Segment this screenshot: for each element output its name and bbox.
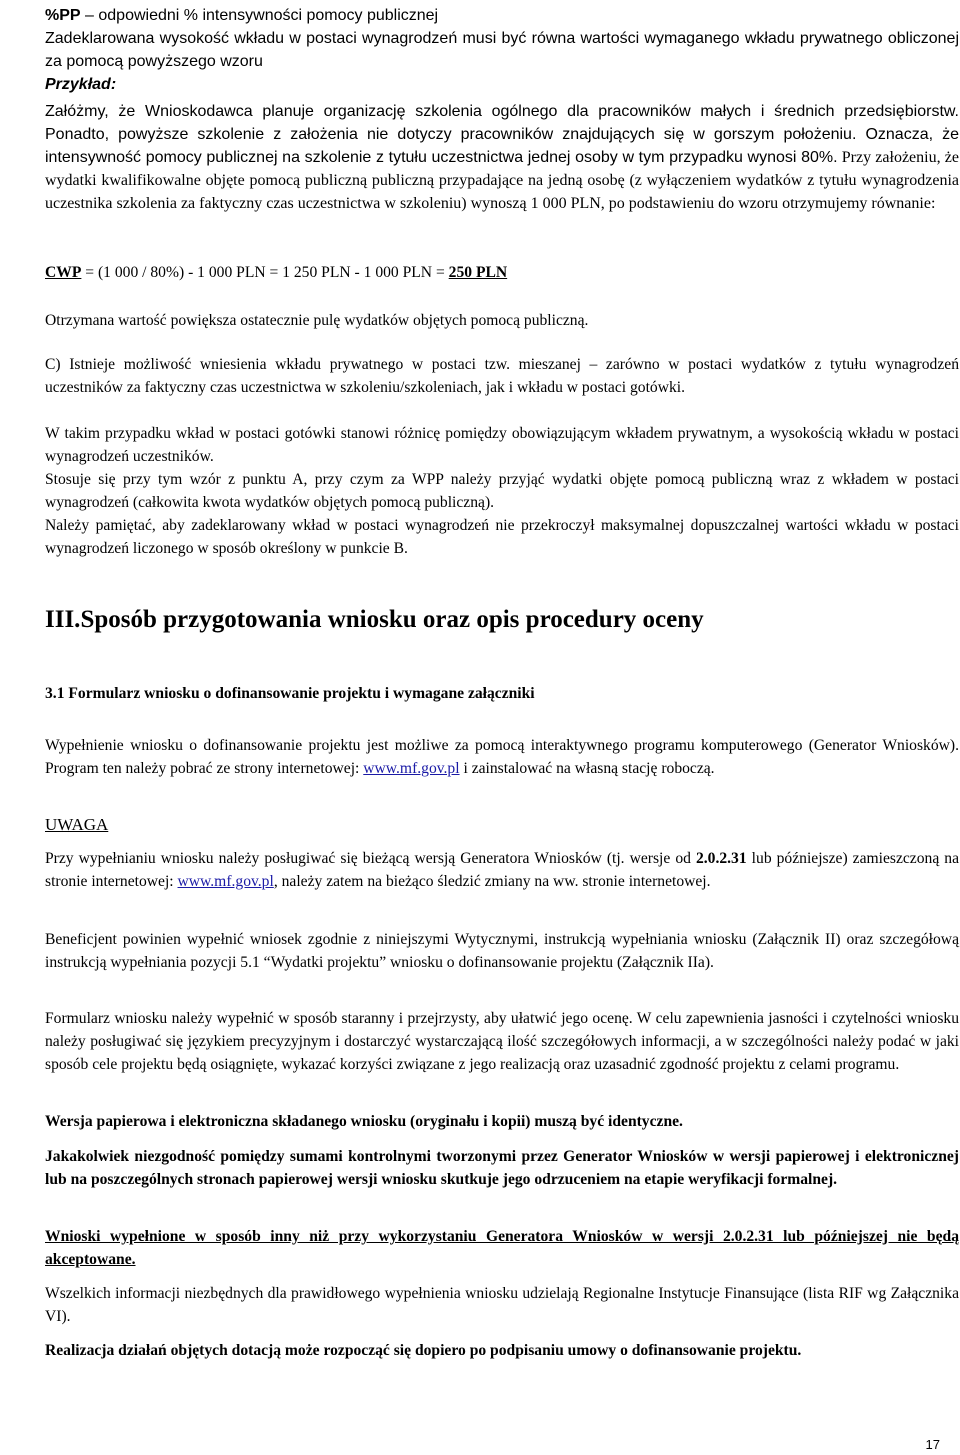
result-sentence: Otrzymana wartość powiększa ostatecznie pulę wydatków objętych pomocą publiczną.: [45, 312, 589, 329]
cwp-label: CWP: [45, 264, 82, 281]
example-paragraph: [45, 100, 959, 215]
pp-definition-text: – odpowiedni % intensywności pomocy publicznej: [80, 7, 439, 24]
page-number: 17: [925, 1437, 940, 1452]
version-text-after: , należy zatem na bieżąco śledzić zmiany na ww. stronie internetowej.: [273, 873, 711, 891]
section-c-paragraph-3: Stosuje się przy tym wzór z punktu A, przy czym za WPP należy przyjąć wydatki objęte pomocą publiczną wraz z wkładem w postaci wynagrodzeń (całkowita kwota wydatków objętych pomocą publiczną).: [45, 471, 959, 512]
identical-versions-notice: Wersja papierowa i elektroniczna składanego wniosku (oryginału i kopii) muszą być identyczne.: [45, 1113, 683, 1130]
declaration-paragraph: Zadeklarowana wysokość wkładu w postaci wynagrodzeń musi być równa wartości wymaganego wkładu prywatnego obliczonej za pomocą powyższego wzoru: [45, 30, 959, 70]
generator-paragraph: [45, 734, 959, 780]
example-text-part2: Przy założeniu, że wydatki kwalifikowalne objęte pomocą publiczną publiczną przypadające na jedną osobę (z wyłączeniem wydatków z tytułu wynagrodzenia uczestnika szkolenia za faktyczny czas uczestnictwa w szkoleniu) wynoszą 1 000 PLN, po podstawieniu do wzoru otrzymujemy równanie:: [45, 149, 959, 212]
rejection-notice: Wnioski wypełnione w sposób inny niż przy wykorzystaniu Generatora Wniosków w wersji 2.0.2.31 lub późniejszej nie będą akceptowane.: [45, 1228, 959, 1269]
realization-notice: Realizacja działań objętych dotacją może rozpocząć się dopiero po podpisaniu umowy o dofinansowanie projektu.: [45, 1342, 802, 1359]
version-paragraph: [45, 847, 959, 893]
version-text-before: Przy wypełnianiu wniosku należy posługiwać się bieżącą wersją Generatora Wniosków (tj. wersje od: [45, 850, 696, 867]
section-c-paragraph-2: W takim przypadku wkład w postaci gotówki stanowi różnicę pomiędzy obowiązującym wkładem prywatnym, a wysokością wkładu w postaci wynagrodzeń uczestników.: [45, 425, 959, 466]
pp-definition: [45, 4, 959, 27]
example-label: Przykład:: [45, 76, 117, 93]
mf-gov-link[interactable]: www.mf.gov.pl: [363, 760, 460, 778]
example-text-part1: Załóżmy, że Wnioskodawca planuje organizację szkolenia ogólnego dla pracowników małych i średnich przedsiębiorstw. Ponadto, powyższe szkolenie z założenia nie dotyczy pracowników znajdujących się w gorszym położeniu. Oznacza, że intensywność pomocy publicznej na szkolenie z tytułu uczestnictwa jednej osoby w tym przypadku wynosi 80%.: [45, 103, 959, 166]
section-iii-number: III.: [45, 606, 81, 633]
subsection-3-1-heading: 3.1 Formularz wniosku o dofinansowanie projektu i wymagane załączniki: [45, 685, 535, 702]
checksum-notice: Jakakolwiek niezgodność pomiędzy sumami kontrolnymi tworzonymi przez Generator Wniosków w wersji papierowej i elektronicznej lub na poszczególnych stronach papierowej wersji wniosku skutkuje jego odrzuceniem na etapie weryfikacji formalnej.: [45, 1148, 959, 1189]
cwp-formula-body: = (1 000 / 80%) - 1 000 PLN = 1 250 PLN - 1 000 PLN =: [81, 264, 449, 281]
cwp-formula: [45, 261, 959, 284]
generator-text-after: i zainstalować na własną stację roboczą.: [459, 760, 715, 778]
section-c-paragraph-1: C) Istnieje możliwość wniesienia wkładu prywatnego w postaci tzw. mieszanej – zarówno w postaci wydatków z tytułu wynagrodzeń uczestników za faktyczny czas uczestnictwa w szkoleniu/szkoleniach, jak i wkładu w postaci gotówki.: [45, 356, 959, 397]
section-iii-heading: [45, 605, 959, 635]
version-number: 2.0.2.31: [695, 850, 747, 867]
pp-label: %PP: [45, 7, 81, 24]
generator-text-before: Wypełnienie wniosku o dofinansowanie projektu jest możliwe za pomocą interaktywnego programu komputerowego (Generator Wniosków). Program ten należy pobrać ze strony internetowej:: [45, 737, 959, 778]
cwp-result: 250 PLN: [448, 264, 508, 281]
mf-gov-link-2[interactable]: www.mf.gov.pl: [177, 873, 274, 891]
section-iii-title: Sposób przygotowania wniosku oraz opis procedury oceny: [80, 606, 704, 633]
info-paragraph: Wszelkich informacji niezbędnych dla prawidłowego wypełnienia wniosku udzielają Regionalne Instytucje Finansujące (lista RIF wg Załącznika VI).: [45, 1285, 959, 1326]
section-c-paragraph-4: Należy pamiętać, aby zadeklarowany wkład w postaci wynagrodzeń nie przekroczył maksymalnej dopuszczalnej wartości wkładu w postaci wynagrodzeń liczonego w sposób określony w punkcie B.: [45, 517, 959, 558]
form-quality-paragraph: Formularz wniosku należy wypełnić w sposób staranny i przejrzysty, aby ułatwić jego ocenę. W celu zapewnienia jasności i czytelności wniosku należy posługiwać się językiem precyzyjnym i dostarczyć wystarczającą ilość szczegółowych informacji, a w szczególności należy podać w jaki sposób cele projektu będą osiągnięte, wykazać korzyści związane z jego realizacją oraz uzasadnić zgodność projektu z celami programu.: [45, 1010, 959, 1074]
uwaga-label: UWAGA: [45, 815, 109, 834]
version-text-mid: lub późniejsze) zamieszczoną na stronie internetowej:: [45, 850, 959, 891]
beneficiary-paragraph: Beneficjent powinien wypełnić wniosek zgodnie z niniejszymi Wytycznymi, instrukcją wypełniania wniosku (Załącznik II) oraz szczegółową instrukcją wypełniania pozycji 5.1 “Wydatki projektu” wniosku o dofinansowanie projektu (Załącznik IIa).: [45, 931, 959, 972]
